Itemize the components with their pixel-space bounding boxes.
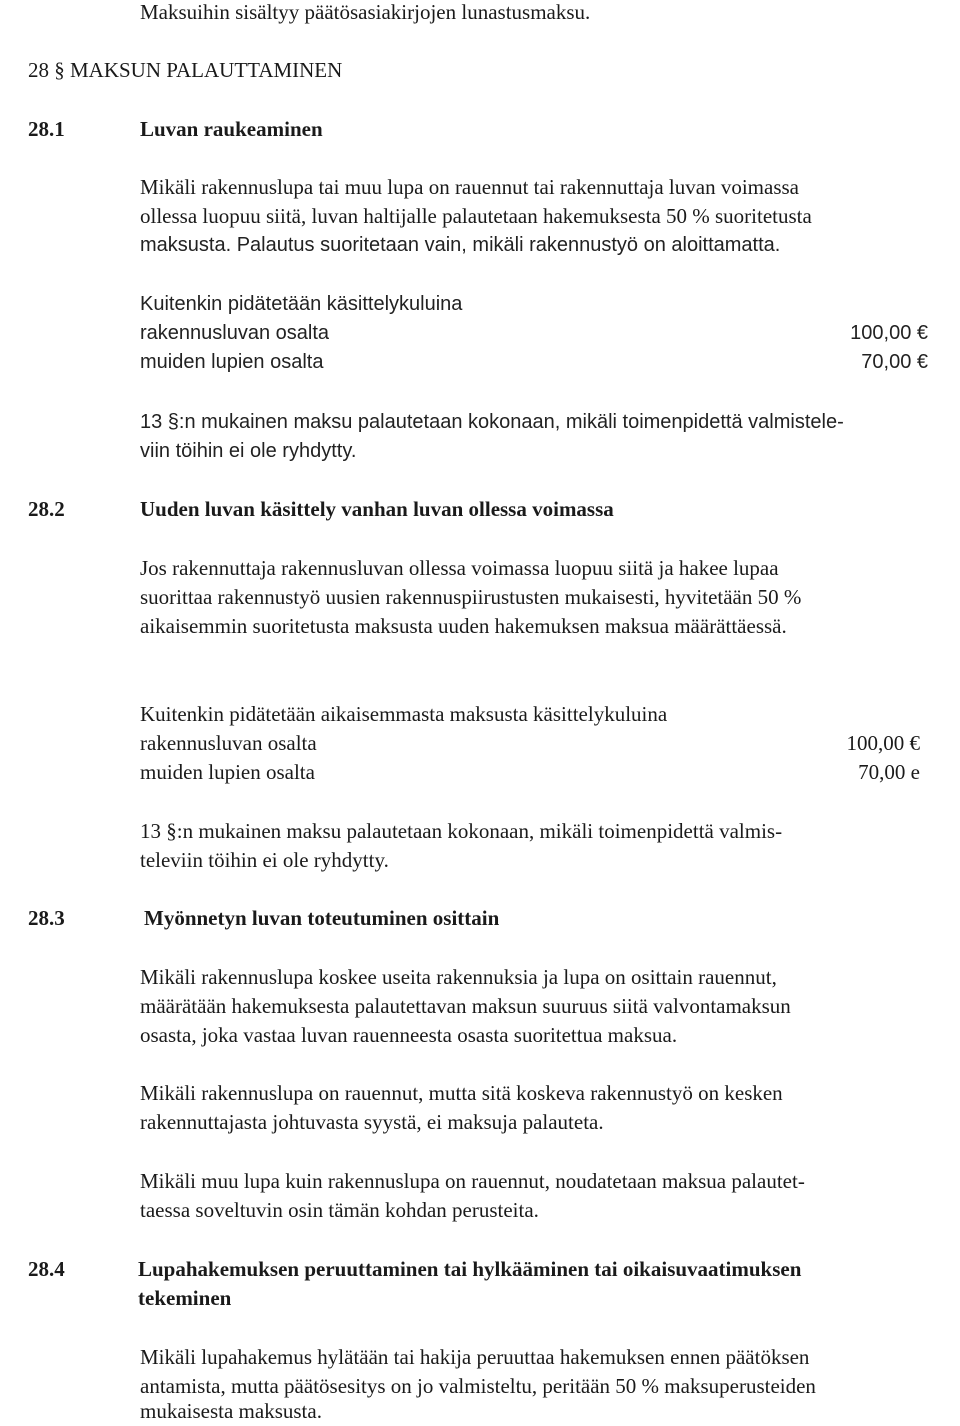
paragraph-line: ollessa luopuu siitä, luvan haltijalle palautetaan hakemuksesta 50 % suoritetusta [140, 204, 812, 228]
paragraph-line: Mikäli rakennuslupa koskee useita rakennuksia ja lupa on osittain rauennut, [140, 965, 777, 989]
fee-label-building-permit: rakennusluvan osalta [140, 322, 330, 344]
subsection-title-28-4-line2: tekeminen [138, 1286, 232, 1310]
paragraph-line: Mikäli rakennuslupa tai muu lupa on rauennut tai rakennuttaja luvan voimassa [140, 175, 799, 199]
section-heading: 28 § MAKSUN PALAUTTAMINEN [28, 58, 343, 82]
subsection-title-28-1: Luvan raukeaminen [140, 117, 323, 141]
note-line: televiin töihin ei ole ryhdytty. [140, 848, 389, 872]
note-line: 13 §:n mukainen maksu palautetaan kokonaan, mikäli toimenpidettä valmis- [140, 819, 783, 843]
subsection-title-28-3: Myönnetyn luvan toteutuminen osittain [144, 906, 500, 930]
paragraph-line: antamista, mutta päätösesitys on jo valmisteltu, peritään 50 % maksuperusteiden [140, 1374, 816, 1398]
paragraph-line: määrätään hakemuksesta palautettavan maksun suuruus siitä valvontamaksun [140, 994, 791, 1018]
fees-intro: Kuitenkin pidätetään aikaisemmasta maksusta käsittelykuluina [140, 702, 668, 726]
paragraph-line: suorittaa rakennustyö uusien rakennuspiirustusten mukaisesti, hyvitetään 50 % [140, 585, 802, 609]
fees-intro: Kuitenkin pidätetään käsittelykuluina [140, 293, 463, 315]
fee-amount-building-permit: 100,00 € [850, 322, 928, 344]
fee-label-other-permits: muiden lupien osalta [140, 351, 324, 373]
fee-label-other-permits: muiden lupien osalta [140, 760, 315, 784]
paragraph-line: Jos rakennuttaja rakennusluvan ollessa voimassa luopuu siitä ja hakee lupaa [140, 556, 779, 580]
paragraph-line: maksusta. Palautus suoritetaan vain, mikäli rakennustyö on aloittamatta. [140, 234, 781, 256]
paragraph-line: Mikäli rakennuslupa on rauennut, mutta sitä koskeva rakennustyö on kesken [140, 1081, 783, 1105]
paragraph-line: taessa soveltuvin osin tämän kohdan perusteita. [140, 1198, 539, 1222]
note-line: 13 §:n mukainen maksu palautetaan kokonaan, mikäli toimenpidettä valmistele- [140, 411, 844, 433]
subsection-number-28-4: 28.4 [28, 1257, 65, 1281]
subsection-number-28-1: 28.1 [28, 117, 65, 141]
subsection-number-28-2: 28.2 [28, 497, 65, 521]
fee-amount-other-permits: 70,00 € [861, 351, 928, 373]
intro-line: Maksuihin sisältyy päätösasiakirjojen lunastusmaksu. [140, 0, 591, 24]
paragraph-line: osasta, joka vastaa luvan rauenneesta osasta suoritettua maksua. [140, 1023, 678, 1047]
note-line: viin töihin ei ole ryhdytty. [140, 440, 357, 462]
fee-label-building-permit: rakennusluvan osalta [140, 731, 317, 755]
paragraph-line: mukaisesta maksusta. [140, 1399, 322, 1423]
paragraph-line: Mikäli muu lupa kuin rakennuslupa on rauennut, noudatetaan maksua palautet- [140, 1169, 805, 1193]
subsection-number-28-3: 28.3 [28, 906, 65, 930]
subsection-title-28-4-line1: Lupahakemuksen peruuttaminen tai hylkääminen tai oikaisuvaatimuksen [138, 1257, 802, 1281]
subsection-title-28-2: Uuden luvan käsittely vanhan luvan ollessa voimassa [140, 497, 614, 521]
paragraph-line: rakennuttajasta johtuvasta syystä, ei maksuja palauteta. [140, 1110, 604, 1134]
paragraph-line: Mikäli lupahakemus hylätään tai hakija peruuttaa hakemuksen ennen päätöksen [140, 1345, 810, 1369]
fee-amount-building-permit: 100,00 € [846, 731, 920, 755]
fee-amount-other-permits: 70,00 e [858, 760, 920, 784]
paragraph-line: aikaisemmin suoritetusta maksusta uuden hakemuksen maksua määrättäessä. [140, 614, 787, 638]
